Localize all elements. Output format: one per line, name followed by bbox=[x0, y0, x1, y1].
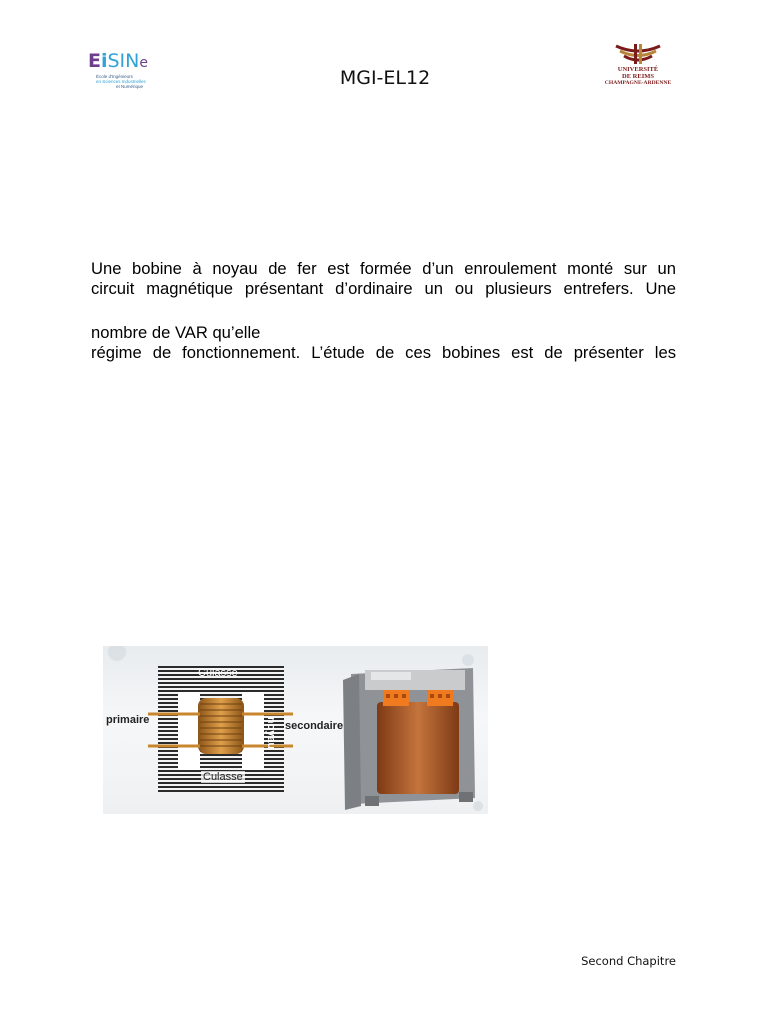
eisine-logo-wordmark: EiSINe bbox=[88, 50, 149, 72]
transformer-photo bbox=[343, 668, 475, 810]
droplet-decoration bbox=[108, 646, 126, 661]
core-coil bbox=[198, 698, 244, 754]
culasse-top-label: Culasse bbox=[198, 667, 238, 679]
body-line-4: régime de fonctionnement. L’étude de ces bobines est de présenter les bbox=[91, 343, 676, 362]
eisine-logo bbox=[88, 50, 160, 94]
eisine-logo-line3: et Numérique bbox=[116, 84, 144, 89]
eisine-logo-line1: École d'Ingénieurs bbox=[96, 74, 133, 79]
droplet-decoration bbox=[473, 801, 483, 811]
culasse-bottom-label: Culasse bbox=[203, 771, 243, 783]
primaire-label: primaire bbox=[106, 714, 150, 726]
noyau-label: noyau bbox=[265, 716, 278, 750]
footer-chapter: Second Chapitre bbox=[581, 954, 676, 968]
body-line-3: nombre de VAR qu’elle bbox=[91, 323, 261, 342]
document-title: MGI-EL12 bbox=[339, 67, 431, 89]
body-line-1: Une bobine à noyau de fer est formée d’un enroulement monté sur un bbox=[91, 259, 676, 278]
university-name-line1: UNIVERSITÉ bbox=[617, 66, 659, 73]
transformer-figure bbox=[103, 646, 488, 814]
body-line-2: circuit magnétique présentant d’ordinaire un ou plusieurs entrefers. Une bbox=[91, 279, 676, 298]
university-crest-icon bbox=[612, 42, 664, 66]
university-name-line2: DE REIMS bbox=[622, 73, 654, 80]
eisine-logo-line2: en Sciences Industrielles bbox=[96, 79, 146, 84]
secondaire-label: secondaire bbox=[285, 720, 344, 732]
university-name-line3: CHAMPAGNE-ARDENNE bbox=[604, 80, 672, 86]
university-reims-logo bbox=[598, 42, 678, 90]
droplet-decoration bbox=[462, 654, 474, 666]
